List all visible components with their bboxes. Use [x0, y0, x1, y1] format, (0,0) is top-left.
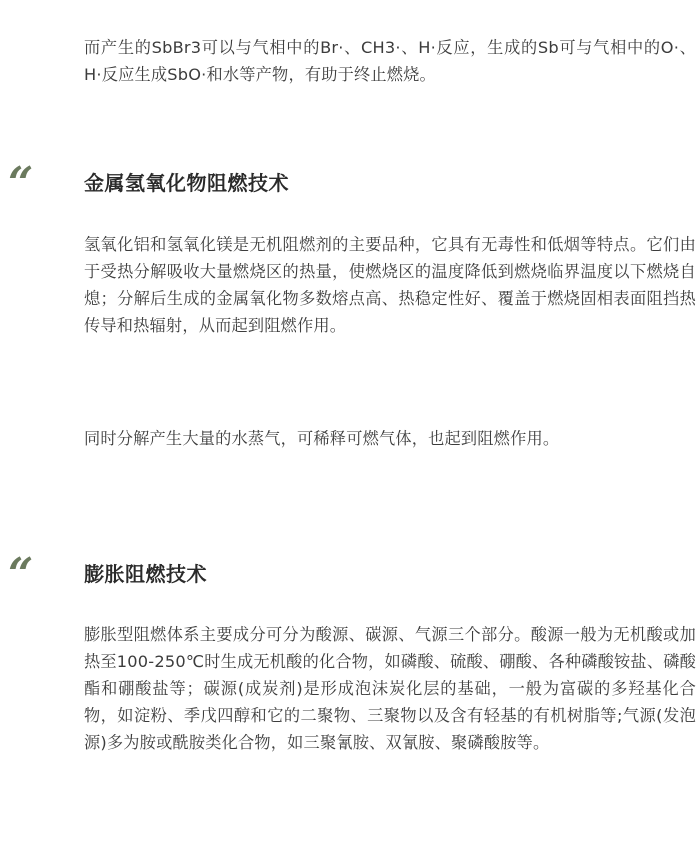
intro-paragraph: 而产生的SbBr3可以与气相中的Br·、CH3·、H·反应，生成的Sb可与气相中的O·、H·反应生成SbO·和水等产物，有助于终止燃烧。 [84, 38, 696, 84]
section-header-intumescent [0, 549, 700, 600]
section-title: 金属氢氧化物阻燃技术 [84, 171, 289, 195]
section-header-metal-hydroxide [0, 158, 700, 209]
body-paragraph: 同时分解产生大量的水蒸气，可稀释可燃气体，也起到阻燃作用。 [84, 429, 560, 448]
body-paragraph: 膨胀型阻燃体系主要成分可分为酸源、碳源、气源三个部分。酸源一般为无机酸或加热至100-250℃时生成无机酸的化合物，如磷酸、硫酸、硼酸、各种磷酸铵盐、磷酸酯和硼酸盐等；碳源(成炭剂)是形成泡沫炭化层的基础，一般为富碳的多羟基化合物，如淀粉、季戊四醇和它的二聚物、三聚物以及含有轻基的有机树脂等;气源(发泡源)多为胺或酰胺类化合物，如三聚氰胺、双氰胺、聚磷酸胺等。 [84, 625, 696, 752]
quote-mark-icon: “ [8, 158, 34, 209]
body-paragraph: 氢氧化铝和氢氧化镁是无机阻燃剂的主要品种，它具有无毒性和低烟等特点。它们由于受热分解吸收大量燃烧区的热量，使燃烧区的温度降低到燃烧临界温度以下燃烧自熄；分解后生成的金属氧化物多数熔点高、热稳定性好、覆盖于燃烧固相表面阻挡热传导和热辐射，从而起到阻燃作用。 [84, 235, 696, 335]
quote-mark-icon: “ [8, 549, 34, 600]
section-title: 膨胀阻燃技术 [84, 562, 207, 586]
